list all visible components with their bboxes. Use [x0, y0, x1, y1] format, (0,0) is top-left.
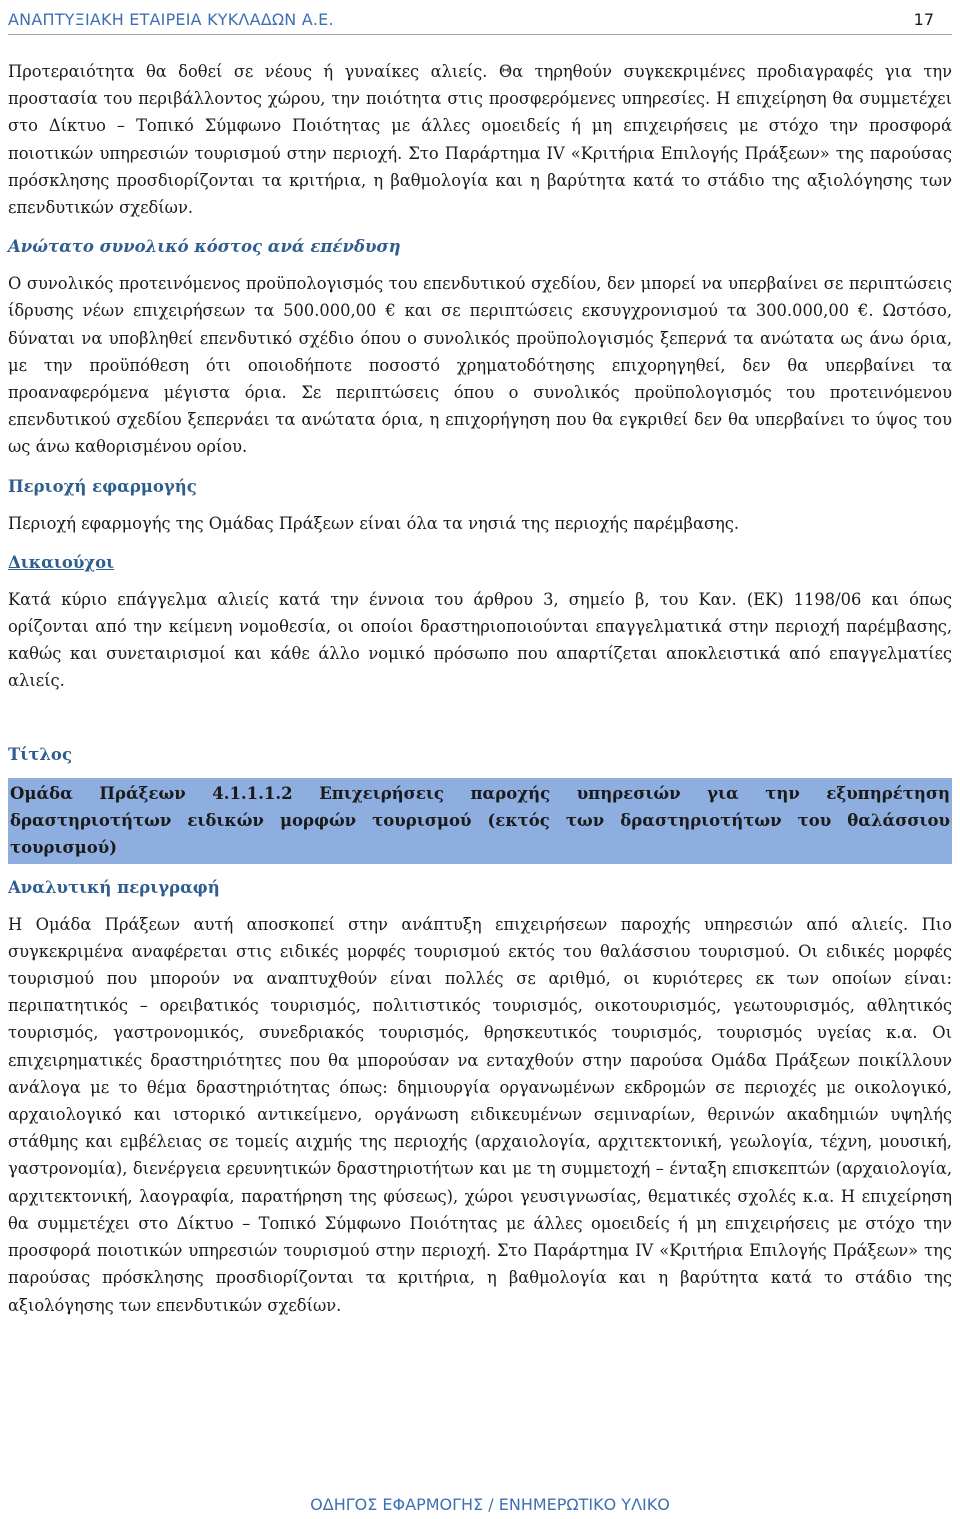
description-heading: Αναλυτική περιγραφή — [8, 877, 220, 897]
document-body — [8, 58, 952, 1319]
section-gap — [8, 695, 952, 741]
beneficiaries-heading: Δικαιούχοι — [8, 552, 115, 572]
description-paragraph: Η Ομάδα Πράξεων αυτή αποσκοπεί στην ανάπτυξη επιχειρήσεων παροχής υπηρεσιών από αλιείς. Πιο συγκεκριμένα αναφέρεται στις ειδικές μορφές τουρισμού εκτός του θαλάσσιου τουρισμού. Οι ειδικές μορφές τουρισμού που μπορούν να αναπτυχθούν είναι πολλές σε αριθμό, οι κυριότερες εκ των οποίων είναι: περιπατητικός – ορειβατικός τουρισμός, πολιτιστικός τουρισμός, οικοτουρισμός, γεωτουρισμός, αθλητικός τουρισμός, γαστρονομικός, συνεδριακός τουρισμός, θρησκευτικός τουρισμός, τουρισμός υγείας κ.α. Οι επιχειρηματικές δραστηριότητες που θα μπορούσαν να ενταχθούν στην παρούσα Ομάδα Πράξεων ποικίλλουν ανάλογα με το θέμα δραστηριότητας όπως: δημιουργία οργανωμένων εκδρομών σε περιοχές με οικολογικό, αρχαιολογικό και ιστορικό αντικείμενο, οργάνωση ειδικευμένων σεμιναρίων, θερινών ακαδημιών υψηλής στάθμης και εμβέλειας σε τομείς αιχμής της περιοχής (αρχαιολογία, αρχιτεκτονική, γεωλογία, τέχνη, μουσική, γαστρονομία), διενέργεια ερευνητικών δραστηριοτήτων και με τη συμμετοχή – ένταξη επισκεπτών (αρχαιολογία, αρχιτεκτονική, λαογραφία, παρατήρηση της φύσεως), χώροι γευσιγνωσίας, θεματικές σχολές κ.α. Η επιχείρηση θα συμμετέχει στο Δίκτυο – Τοπικό Σύμφωνο Ποιότητας με άλλες ομοειδείς ή μη επιχειρήσεις με στόχο την προσφορά ποιοτικών υπηρεσιών τουρισμού στην περιοχή. Στο Παράρτημα IV «Κριτήρια Επιλογής Πράξεων» της παρούσας πρόσκλησης προσδιορίζονται τα κριτήρια, η βαθμολογία και η βαρύτητα κατά το στάδιο της αξιολόγησης των επενδυτικών σχεδίων. — [8, 914, 952, 1315]
page-header — [8, 4, 952, 35]
area-heading: Περιοχή εφαρμογής — [8, 476, 197, 496]
intro-paragraph: Προτεραιότητα θα δοθεί σε νέους ή γυναίκες αλιείς. Θα τηρηθούν συγκεκριμένες προδιαγραφές για την προστασία του περιβάλλοντος χώρου, την ποιότητα στις προσφερόμενες υπηρεσίες. Η επιχείρηση θα συμμετέχει στο Δίκτυο – Τοπικό Σύμφωνο Ποιότητας με άλλες ομοειδείς ή μη επιχειρήσεις με στόχο την προσφορά ποιοτικών υπηρεσιών τουρισμού στην περιοχή. Στο Παράρτημα IV «Κριτήρια Επιλογής Πράξεων» της παρούσας πρόσκλησης προσδιορίζονται τα κριτήρια, η βαθμολογία και η βαρύτητα κατά το στάδιο της αξιολόγησης των επενδυτικών σχεδίων. — [8, 62, 952, 218]
page-number: 17 — [913, 9, 934, 29]
cost-heading: Ανώτατο συνολικό κόστος ανά επένδυση — [8, 237, 401, 257]
area-paragraph: Περιοχή εφαρμογής της Ομάδας Πράξεων είναι όλα τα νησιά της περιοχής παρέμβασης. — [8, 513, 740, 533]
highlighted-title-box — [8, 778, 952, 864]
page-footer: ΟΔΗΓΟΣ ΕΦΑΡΜΟΓΗΣ / ΕΝΗΜΕΡΩΤΙΚΟ ΥΛΙΚΟ — [310, 1495, 670, 1514]
company-name: ΑΝΑΠΤΥΞΙΑΚΗ ΕΤΑΙΡΕΙΑ ΚΥΚΛΑΔΩΝ Α.Ε. — [8, 9, 334, 29]
highlighted-title: Ομάδα Πράξεων 4.1.1.1.2 Επιχειρήσεις παροχής υπηρεσιών για την εξυπηρέτηση δραστηριοτήτων ειδικών μορφών τουρισμού (εκτός των δραστηριοτήτων του θαλάσσιου τουρισμού) — [10, 783, 950, 857]
cost-paragraph: Ο συνολικός προτεινόμενος προϋπολογισμός του επενδυτικού σχεδίου, δεν μπορεί να υπερβαίνει σε περιπτώσεις ίδρυσης νέων επιχειρήσεων τα 500.000,00 € και σε περιπτώσεις εκσυγχρονισμού τα 300.000,00 €. Ωστόσο, δύναται να υποβληθεί επενδυτικό σχέδιο όπου ο συνολικός προϋπολογισμός ξεπερνά τα ανώτατα ως άνω όρια, με την προϋπόθεση ότι οποιοδήποτε ποσοστό χρηματοδότησης επιχορηγηθεί, δεν θα υπερβαίνει τα προαναφερόμενα μέγιστα όρια. Σε περιπτώσεις όπου ο συνολικός προϋπολογισμός του προτεινόμενου επενδυτικού σχεδίου ξεπερνάει τα ανώτατα όρια, η επιχορήγηση που θα εγκριθεί δεν θα υπερβαίνει το ύψος του ως άνω καθορισμένου ορίου. — [8, 274, 952, 457]
title-heading: Τίτλος — [8, 744, 72, 764]
beneficiaries-paragraph: Κατά κύριο επάγγελμα αλιείς κατά την έννοια του άρθρου 3, σημείο β, του Καν. (ΕΚ) 1198/06 και όπως ορίζονται από την κείμενη νομοθεσία, οι οποίοι δραστηριοποιούνται επαγγελματικά στην περιοχή παρέμβασης, καθώς και συνεταιρισμοί και κάθε άλλο νομικό πρόσωπο που απαρτίζεται αποκλειστικά από επαγγελματίες αλιείς. — [8, 589, 952, 691]
